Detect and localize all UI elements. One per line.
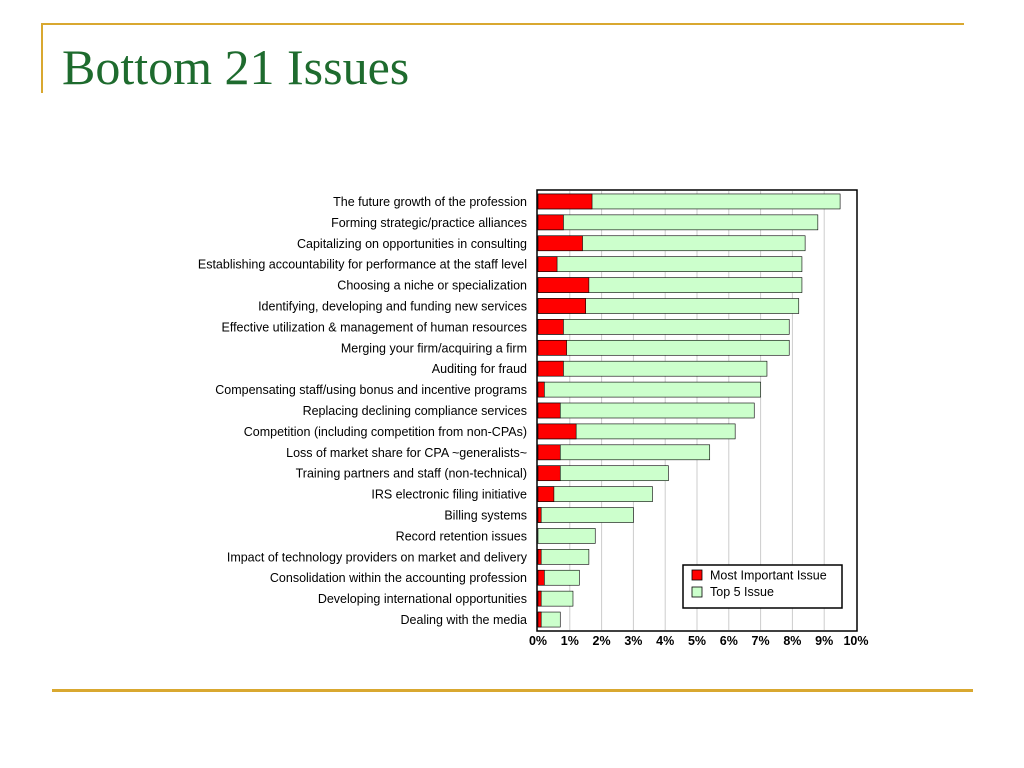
bar-most-important (538, 487, 554, 502)
x-tick-label: 7% (751, 634, 770, 648)
bar-most-important (538, 236, 583, 251)
category-label: Loss of market share for CPA ~generalists~ (286, 445, 527, 460)
bar-most-important (538, 508, 541, 523)
category-label: Developing international opportunities (317, 592, 527, 607)
x-tick-label: 3% (624, 634, 643, 648)
x-tick-label: 4% (656, 634, 675, 648)
bar-most-important (538, 298, 586, 313)
bar-top5 (538, 445, 710, 460)
x-axis-tick-labels (529, 634, 869, 648)
x-tick-label: 6% (719, 634, 738, 648)
bar-top5 (538, 403, 754, 418)
category-labels (198, 195, 528, 627)
bar-top5 (538, 487, 652, 502)
bar-most-important (538, 403, 560, 418)
bar-top5 (538, 508, 633, 523)
bar-most-important (538, 445, 560, 460)
category-label: Merging your firm/acquiring a firm (340, 341, 527, 356)
bar-most-important (538, 591, 541, 606)
x-tick-label: 0% (528, 634, 548, 648)
bar-most-important (538, 570, 544, 585)
x-tick-label: 1% (560, 634, 579, 648)
x-tick-label: 9% (815, 634, 834, 648)
x-tick-label: 10% (843, 634, 869, 648)
bar-top5 (538, 528, 595, 543)
bar-most-important (538, 194, 592, 209)
category-label: Consolidation within the accounting profession (269, 571, 527, 586)
bar-most-important (538, 319, 563, 334)
category-label: Record retention issues (395, 529, 527, 544)
category-label: Identifying, developing and funding new services (258, 299, 527, 314)
bar-top5 (538, 382, 761, 397)
category-label: Replacing declining compliance services (302, 404, 527, 418)
legend-swatch-most-important (692, 570, 702, 580)
chart-bars (538, 194, 840, 627)
category-label: Dealing with the media (400, 613, 527, 628)
x-tick-label: 5% (687, 634, 707, 648)
x-tick-label: 8% (783, 634, 802, 648)
bar-most-important (538, 612, 541, 627)
category-label: Effective utilization & management of human resources (221, 320, 527, 335)
category-label: Billing systems (444, 508, 527, 523)
category-label: Capitalizing on opportunities in consulting (296, 236, 527, 251)
bar-most-important (538, 466, 560, 481)
category-label: The future growth of the profession (333, 194, 527, 209)
category-label: Compensating staff/using bonus and incentive programs (215, 383, 527, 398)
bar-most-important (538, 424, 576, 439)
category-label: Competition (including competition from non-CPAs) (243, 424, 527, 439)
category-label: Choosing a niche or specialization (337, 278, 527, 293)
bar-most-important (538, 278, 589, 293)
bar-most-important (538, 257, 557, 272)
bar-most-important (538, 382, 544, 397)
chart-legend (683, 565, 842, 608)
category-label: Auditing for fraud (431, 362, 527, 377)
x-tick-label: 2% (592, 634, 611, 648)
bar-most-important (538, 361, 563, 376)
category-label: Training partners and staff (non-technical) (295, 466, 527, 481)
bar-top5 (538, 549, 589, 564)
bar-top5 (538, 361, 767, 376)
bar-most-important (538, 215, 563, 230)
bar-top5 (538, 319, 789, 334)
category-label: IRS electronic filing initiative (371, 487, 527, 502)
footer-rule (52, 689, 973, 692)
bar-most-important (538, 549, 541, 564)
legend-label-most-important: Most Important Issue (710, 568, 827, 583)
bar-top5 (538, 340, 789, 355)
bar-most-important (538, 340, 567, 355)
bar-top5 (538, 591, 573, 606)
legend-label-top5: Top 5 Issue (710, 585, 774, 599)
legend-swatch-top5 (692, 587, 702, 597)
category-label: Forming strategic/practice alliances (331, 215, 527, 230)
bar-top5 (538, 215, 818, 230)
category-label: Establishing accountability for performance at the staff level (197, 257, 527, 272)
bar-top5 (538, 257, 802, 272)
slide-title: Bottom 21 Issues (62, 39, 410, 95)
category-label: Impact of technology providers on market and delivery (226, 550, 527, 565)
